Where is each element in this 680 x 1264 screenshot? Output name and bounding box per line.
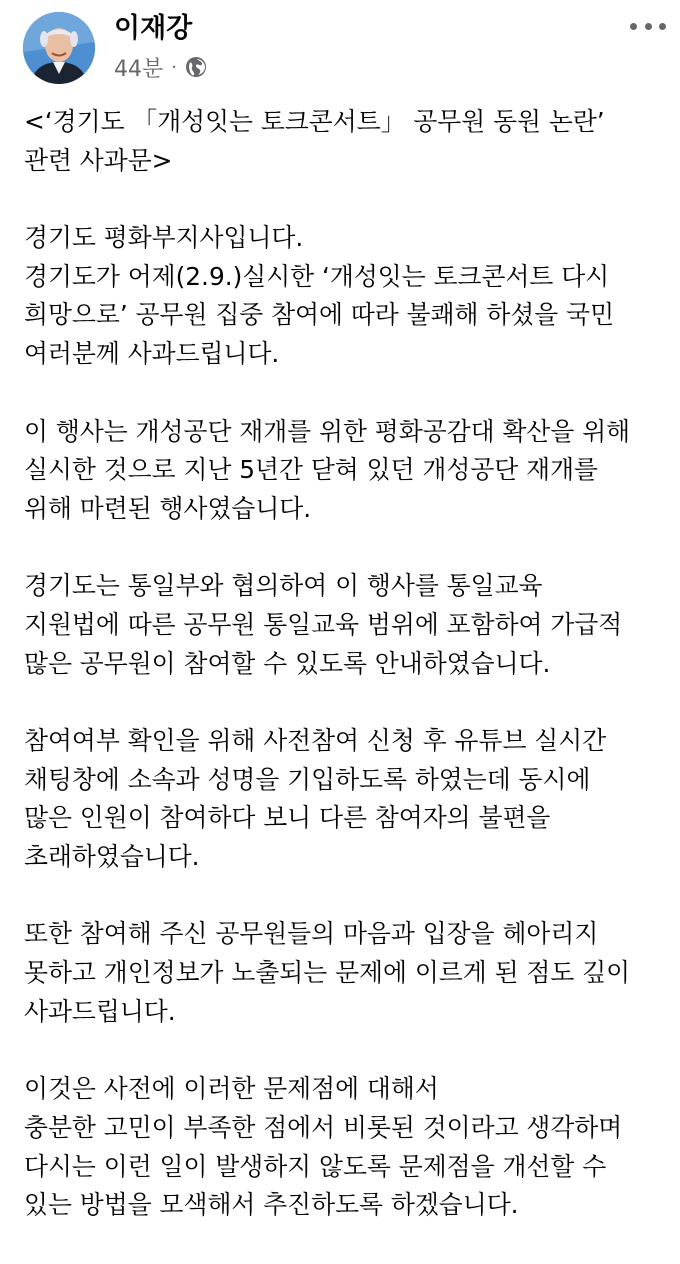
post-meta (114, 52, 207, 82)
text-line: 이것은 사전에 이러한 문제점에 대해서 (24, 1074, 439, 1104)
paragraph-ministry (24, 567, 674, 683)
author-name[interactable]: 이재강 (114, 13, 193, 44)
dot-2 (645, 23, 652, 30)
avatar[interactable] (23, 12, 95, 84)
paragraph-chat (24, 722, 674, 877)
text-line: 경기도는 통일부와 협의하여 이 행사를 통일교육 (24, 571, 543, 601)
text-line: 많은 인원이 참여하다 보니 다른 참여자의 불편을 (24, 803, 551, 833)
text-line: 경기도가 어제(2.9.)실시한 ‘개성잇는 토크콘서트 다시 (24, 261, 610, 291)
text-line: 위해 마련된 행사였습니다. (24, 493, 312, 523)
text-line: 채팅창에 소속과 성명을 기입하도록 하였는데 동시에 (24, 764, 591, 794)
post-time[interactable]: 44분 (114, 56, 164, 82)
meta-separator: · (171, 56, 177, 78)
text-line: 다시는 이런 일이 발생하지 않도록 문제점을 개선할 수 (24, 1151, 607, 1181)
globe-icon[interactable] (185, 56, 207, 78)
paragraph-closing (24, 1070, 674, 1225)
text-line: 관련 사과문> (24, 145, 173, 175)
text-line: 초래하였습니다. (24, 842, 200, 872)
text-line: 충분한 고민이 부족한 점에서 비롯된 것이라고 생각하며 (24, 1112, 623, 1142)
dot-3 (659, 23, 666, 30)
paragraph-event (24, 413, 674, 529)
text-line: 사과드립니다. (24, 996, 176, 1026)
paragraph-privacy (24, 915, 674, 1031)
dot-1 (630, 23, 637, 30)
text-line: 경기도 평화부지사입니다. (24, 223, 304, 253)
text-line: 있는 방법을 모색해서 추진하도록 하겠습니다. (24, 1190, 519, 1220)
text-line: 희망으로’ 공무원 집중 참여에 따라 불쾌해 하셨을 국민 (24, 300, 615, 330)
text-line: 많은 공무원이 참여할 수 있도록 안내하였습니다. (24, 648, 551, 678)
text-line: 지원법에 따른 공무원 통일교육 범위에 포함하여 가급적 (24, 609, 623, 639)
post-body (24, 103, 674, 1264)
paragraph-intro (24, 219, 674, 374)
text-line: 못하고 개인정보가 노출되는 문제에 이르게 된 점도 깊이 (24, 958, 631, 988)
text-line: 여러분께 사과드립니다. (24, 339, 280, 369)
text-line: 실시한 것으로 지난 5년간 닫혀 있던 개성공단 재개를 (24, 455, 598, 485)
paragraph-title (24, 103, 674, 180)
text-line: <‘경기도 「개성잇는 토크콘서트」 공무원 동원 논란’ (24, 107, 605, 136)
text-line: 이 행사는 개성공단 재개를 위한 평화공감대 확산을 위해 (24, 416, 631, 446)
post-header (0, 0, 680, 100)
text-line: 참여여부 확인을 위해 사전참여 신청 후 유튜브 실시간 (24, 726, 607, 755)
text-line: 또한 참여해 주신 공무원들의 마음과 입장을 헤아리지 (24, 919, 599, 949)
more-dots-icon[interactable] (630, 14, 666, 38)
